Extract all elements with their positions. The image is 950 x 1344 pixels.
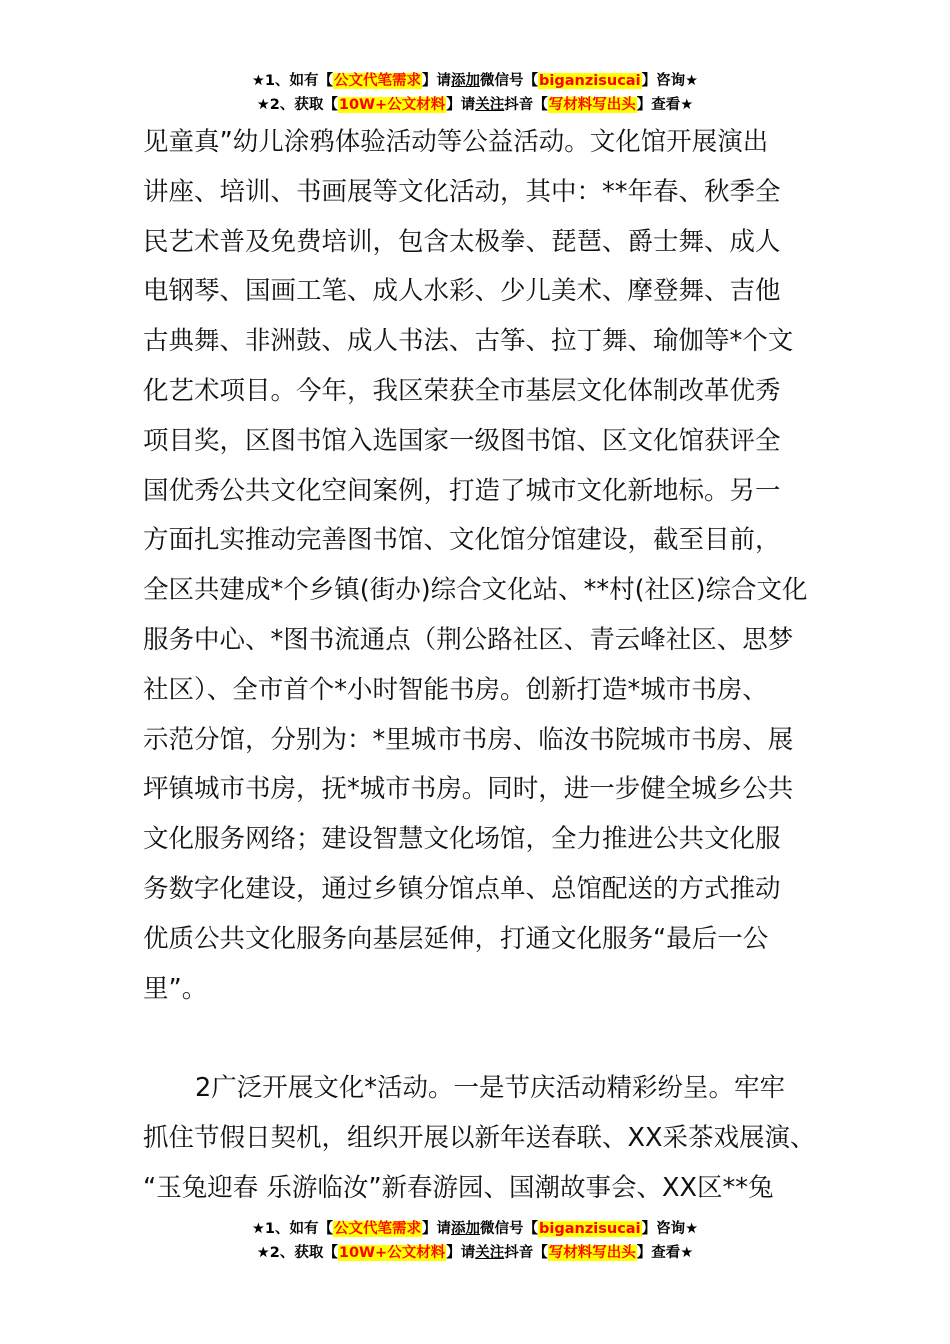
banner-text: ★1、如有【 (251, 73, 334, 89)
text-line: 国优秀公共文化空间案例，打造了城市文化新地标。另一 (143, 475, 781, 506)
banner-text: 】查看★ (636, 97, 694, 113)
banner-underlined: 添加 (451, 73, 481, 89)
document-body (143, 118, 816, 1214)
banner-text: ★1、如有【 (251, 1221, 334, 1237)
banner-text: 微信号【 (480, 1221, 539, 1237)
banner-underlined: 添加 (451, 1221, 481, 1237)
banner-highlight: 写材料写出头 (548, 1245, 636, 1261)
text-line: 古典舞、非洲鼓、成人书法、古筝、拉丁舞、瑜伽等*个文 (143, 326, 794, 357)
text-line: 坪镇城市书房，抚*城市书房。同时，进一步健全城乡公共 (143, 774, 794, 805)
banner-line-1 (0, 70, 950, 94)
banner-highlight: biganzisucai (539, 73, 641, 89)
banner-text: 微信号【 (480, 73, 539, 89)
text-line: 服务中心、*图书流通点（荆公路社区、青云峰社区、思梦 (143, 624, 794, 655)
banner-line-2 (0, 1242, 950, 1266)
banner-text: 】请 (446, 97, 476, 113)
banner-underlined: 关注 (475, 1245, 505, 1261)
banner-highlight: biganzisucai (539, 1221, 641, 1237)
text-line: 社区）、全市首个*小时智能书房。创新打造*城市书房、 (143, 674, 768, 705)
text-line: 优质公共文化服务向基层延伸，打通文化服务“最后一公 (143, 923, 769, 954)
banner-highlight: 10W+公文材料 (338, 1245, 446, 1261)
text-line: 务数字化建设，通过乡镇分馆点单、总馆配送的方式推动 (143, 873, 781, 904)
paragraph-2-line: 2广泛开展文化*活动。一是节庆活动精彩纷呈。牢牢 (195, 1073, 785, 1104)
banner-text: 】查看★ (636, 1245, 694, 1261)
text-line: 见童真”幼儿涂鸦体验活动等公益活动。文化馆开展演出 (143, 127, 769, 157)
text-line: 里”。 (143, 973, 208, 1004)
banner-text: 】请 (422, 1221, 452, 1237)
text-line: 示范分馆，分别为：*里城市书房、临汝书院城市书房、展 (143, 724, 794, 755)
banner-text: ★2、获取【 (256, 97, 338, 113)
banner-underlined: 关注 (475, 97, 505, 113)
paragraph-2-line: “玉兔迎春 乐游临汝”新春游园、国潮故事会、XX区**兔 (143, 1172, 774, 1203)
banner-text: ★2、获取【 (256, 1245, 338, 1261)
banner-text: 】咨询★ (641, 73, 699, 89)
banner-text: 】咨询★ (641, 1221, 699, 1237)
banner-highlight: 写材料写出头 (548, 97, 636, 113)
text-line: 民艺术普及免费培训，包含太极拳、琵琶、爵士舞、成人 (143, 226, 781, 257)
banner-line-1 (0, 1218, 950, 1242)
banner-highlight: 10W+公文材料 (338, 97, 446, 113)
banner-text: 抖音【 (504, 97, 548, 113)
paragraph-gap (143, 1014, 813, 1064)
text-line: 化艺术项目。今年，我区荣获全市基层文化体制改革优秀 (143, 375, 781, 406)
banner-text: 】请 (422, 73, 452, 89)
text-line: 讲座、培训、书画展等文化活动，其中：**年春、秋季全 (143, 176, 781, 207)
banner-highlight: 公文代笔需求 (334, 73, 422, 89)
text-line: 电钢琴、国画工笔、成人水彩、少儿美术、摩登舞、吉他 (143, 276, 781, 307)
text-line: 文化服务网络；建设智慧文化场馆，全力推进公共文化服 (143, 824, 781, 855)
text-line: 全区共建成*个乡镇(街办)综合文化站、**村(社区)综合文化 (143, 575, 808, 606)
banner-text: 抖音【 (504, 1245, 548, 1261)
banner-text: 】请 (446, 1245, 476, 1261)
text-line: 项目奖，区图书馆入选国家一级图书馆、区文化馆获评全 (143, 425, 781, 456)
banner-line-2 (0, 94, 950, 118)
footer-banner (0, 1218, 950, 1266)
header-banner (0, 70, 950, 118)
text-line: 方面扎实推动完善图书馆、文化馆分馆建设，截至目前， (143, 525, 781, 556)
banner-highlight: 公文代笔需求 (334, 1221, 422, 1237)
paragraph-2-line: 抓住节假日契机，组织开展以新年送春联、XX采茶戏展演、 (143, 1122, 816, 1153)
